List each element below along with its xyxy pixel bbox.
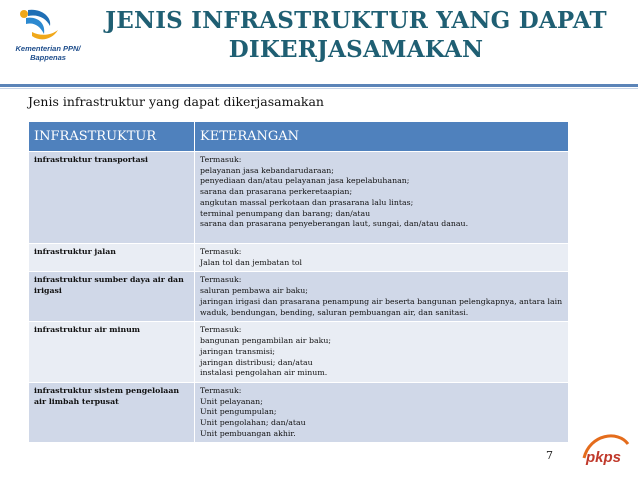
- keterangan-cell: [195, 272, 569, 322]
- keterangan-line: saluran pembawa air baku;: [200, 286, 308, 296]
- keterangan-line: Unit pembuangan akhir.: [200, 428, 296, 438]
- table-row: [29, 152, 569, 244]
- infrastruktur-line: air limbah terpusat: [34, 396, 119, 406]
- infrastruktur-cell: [29, 272, 195, 322]
- infrastruktur-cell: [29, 382, 195, 443]
- pkps-logo: [582, 428, 632, 472]
- keterangan-line: Termasuk:: [200, 155, 242, 164]
- header-divider-thin: [0, 88, 638, 89]
- pkps-logo-text: pkps: [586, 449, 622, 466]
- keterangan-line: Unit pelayanan;: [200, 396, 263, 406]
- keterangan-cell: [195, 152, 569, 244]
- bappenas-emblem-icon: [6, 6, 90, 46]
- keterangan-cell: [195, 244, 569, 272]
- infrastruktur-line: infrastruktur air minum: [34, 325, 141, 335]
- infrastruktur-line: irigasi: [34, 286, 62, 296]
- subtitle: Jenis infrastruktur yang dapat dikerjasamakan: [28, 94, 324, 109]
- keterangan-line: jaringan transmisi;: [200, 346, 275, 356]
- column-header-infrastruktur: INFRASTRUKTUR: [29, 122, 195, 152]
- page-number: 7: [546, 449, 553, 462]
- infrastruktur-line: infrastruktur jalan: [34, 247, 116, 256]
- title-line-2: DIKERJASAMAKAN: [228, 36, 484, 63]
- keterangan-line: sarana dan prasarana penyeberangan laut, sungai, dan/atau danau.: [200, 219, 469, 229]
- keterangan-line: penyediaan dan/atau pelayanan jasa kepelabuhanan;: [200, 176, 410, 186]
- page-title: [96, 6, 616, 64]
- keterangan-line: waduk, bendungan, bending, saluran pembuangan air, dan sanitasi.: [200, 307, 469, 317]
- infrastruktur-line: infrastruktur sumber daya air dan: [34, 275, 184, 285]
- table-row: [29, 322, 569, 383]
- keterangan-line: Unit pengumpulan;: [200, 407, 277, 417]
- table-row: [29, 382, 569, 443]
- keterangan-line: Unit pengolahan; dan/atau: [200, 418, 306, 428]
- infrastruktur-line: infrastruktur transportasi: [34, 155, 148, 164]
- header-divider: [0, 84, 638, 87]
- logo-caption: [2, 44, 94, 62]
- keterangan-line: Termasuk:: [200, 275, 242, 285]
- keterangan-line: jaringan distribusi; dan/atau: [200, 357, 313, 367]
- infrastructure-table: [28, 121, 569, 443]
- keterangan-line: sarana dan prasarana perkeretaapian;: [200, 187, 353, 197]
- keterangan-cell: [195, 322, 569, 383]
- keterangan-line: terminal penumpang dan barang; dan/atau: [200, 208, 371, 218]
- keterangan-line: Jalan tol dan jembatan tol: [200, 257, 303, 267]
- infrastruktur-line: infrastruktur sistem pengelolaan: [34, 385, 180, 395]
- keterangan-line: Termasuk:: [200, 325, 242, 335]
- infrastruktur-cell: [29, 152, 195, 244]
- keterangan-line: angkutan massal perkotaan dan prasarana lalu lintas;: [200, 197, 414, 207]
- keterangan-line: pelayanan jasa kebandarudaraan;: [200, 165, 334, 175]
- keterangan-line: Termasuk:: [200, 247, 242, 256]
- pkps-logo-icon: [582, 428, 632, 472]
- table-row: [29, 272, 569, 322]
- keterangan-cell: [195, 382, 569, 443]
- table-row: [29, 244, 569, 272]
- infrastruktur-cell: [29, 244, 195, 272]
- title-line-1: JENIS INFRASTRUKTUR YANG DAPAT: [105, 7, 607, 34]
- table-header-row: [29, 122, 569, 152]
- keterangan-line: Termasuk:: [200, 385, 242, 395]
- logo-caption-line1: Kementerian PPN/: [15, 44, 81, 53]
- column-header-keterangan: KETERANGAN: [195, 122, 569, 152]
- keterangan-line: bangunan pengambilan air baku;: [200, 336, 331, 346]
- infrastruktur-cell: [29, 322, 195, 383]
- keterangan-line: instalasi pengolahan air minum.: [200, 368, 328, 378]
- logo-caption-line2: Bappenas: [30, 53, 66, 62]
- keterangan-line: jaringan irigasi dan prasarana penampung air beserta bangunan pelengkapnya, antara lain: [200, 296, 563, 306]
